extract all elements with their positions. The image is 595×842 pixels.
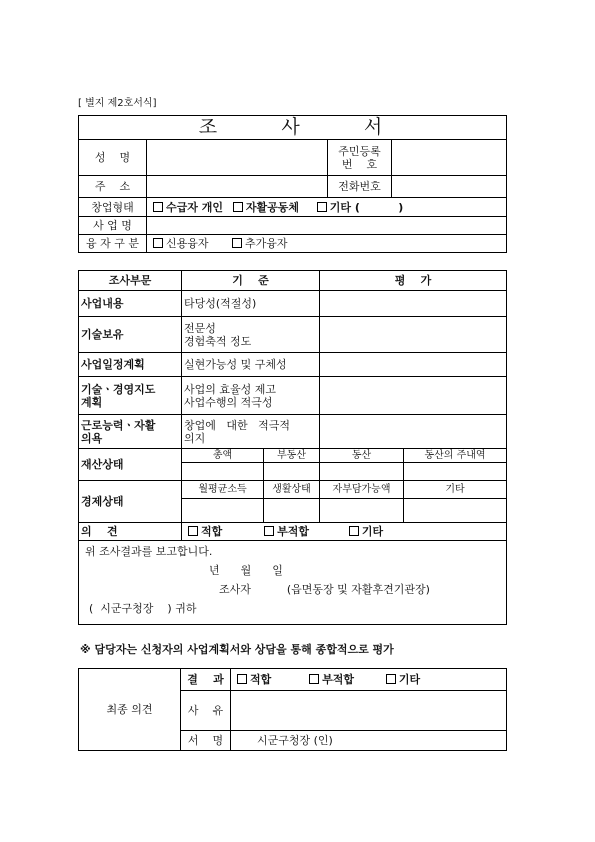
form-reference: [ 별지 제2호서식] — [78, 98, 157, 109]
option-recipient-individual[interactable]: 수급자 개인 — [153, 201, 223, 214]
assets-col-movables-detail: 동산의 주내역 — [404, 449, 507, 463]
report-surveyor: 조사자 (읍면동장 및 자활후견기관장) — [219, 583, 430, 596]
opinion-unsuitable[interactable]: 부적합 — [264, 525, 309, 538]
assets-total-field[interactable] — [182, 463, 264, 481]
criteria-tech: 전문성 경험축적 정도 — [182, 317, 320, 353]
name-field[interactable] — [147, 140, 328, 176]
header-criteria: 기 준 — [182, 271, 320, 291]
checkbox-icon — [264, 526, 274, 536]
checkbox-icon — [309, 674, 319, 684]
economic-col-self-pay: 자부담가능액 — [320, 481, 404, 499]
checkbox-icon — [153, 202, 163, 212]
assets-col-real-estate: 부동산 — [264, 449, 320, 463]
eval-business-content[interactable] — [320, 291, 507, 317]
eval-work-will[interactable] — [320, 415, 507, 449]
eval-tech[interactable] — [320, 317, 507, 353]
opinion-other[interactable]: 기타 — [349, 525, 383, 538]
opinion-suitable[interactable]: 적합 — [188, 525, 222, 538]
checkbox-icon — [233, 202, 243, 212]
final-opinion-label: 최종 의견 — [79, 669, 181, 751]
row-business-content: 사업내용 — [79, 291, 182, 317]
reason-label: 사 유 — [181, 691, 231, 731]
result-unsuitable[interactable]: 부적합 — [309, 673, 354, 686]
header-category: 조사부문 — [79, 271, 182, 291]
survey-table — [78, 270, 507, 625]
row-tech: 기술보유 — [79, 317, 182, 353]
report-section — [79, 541, 507, 625]
phone-field[interactable] — [392, 176, 507, 198]
row-schedule: 사업일정계획 — [79, 353, 182, 377]
result-label: 결 과 — [181, 669, 231, 691]
checkbox-icon — [386, 674, 396, 684]
reason-field[interactable] — [231, 691, 507, 731]
biz-type-label: 창업형태 — [79, 198, 147, 217]
economic-self-pay-field[interactable] — [320, 499, 404, 523]
economic-other-field[interactable] — [404, 499, 507, 523]
biz-name-field[interactable] — [147, 217, 507, 235]
loan-type-options — [147, 235, 507, 253]
economic-col-income: 월평균소득 — [182, 481, 264, 499]
result-suitable[interactable]: 적합 — [237, 673, 271, 686]
assets-col-total: 총액 — [182, 449, 264, 463]
phone-label: 전화번호 — [328, 176, 392, 198]
checkbox-icon — [237, 674, 247, 684]
applicant-table — [78, 115, 507, 253]
economic-income-field[interactable] — [182, 499, 264, 523]
document-title: 조 사 서 — [79, 116, 507, 140]
biz-name-label: 사 업 명 — [79, 217, 147, 235]
final-opinion-table — [78, 668, 507, 751]
criteria-guidance: 사업의 효율성 제고 사업수행의 적극성 — [182, 377, 320, 415]
report-line: 위 조사결과를 보고합니다. — [85, 545, 213, 558]
sign-label: 서 명 — [181, 731, 231, 751]
economic-col-living: 생활상태 — [264, 481, 320, 499]
assets-real-estate-field[interactable] — [264, 463, 320, 481]
row-assets: 재산상태 — [79, 449, 182, 481]
checkbox-icon — [188, 526, 198, 536]
assets-col-movables: 동산 — [320, 449, 404, 463]
row-opinion: 의 견 — [79, 523, 182, 541]
checkbox-icon — [317, 202, 327, 212]
checkbox-icon — [153, 238, 163, 248]
criteria-business-content: 타당성(적절성) — [182, 291, 320, 317]
header-evaluation: 평 가 — [320, 271, 507, 291]
biz-type-options — [147, 198, 507, 217]
rrn-field[interactable] — [392, 140, 507, 176]
option-credit-loan[interactable]: 신용융자 — [153, 237, 209, 250]
criteria-work-will: 창업에 대한 적극적 의지 — [182, 415, 320, 449]
checkbox-icon — [232, 238, 242, 248]
sign-value: 시군구청장 (인) — [231, 731, 507, 751]
address-field[interactable] — [147, 176, 328, 198]
opinion-options — [182, 523, 507, 541]
option-other[interactable]: 기타 ( ) — [317, 201, 403, 214]
economic-living-field[interactable] — [264, 499, 320, 523]
assets-movables-field[interactable] — [320, 463, 404, 481]
checkbox-icon — [349, 526, 359, 536]
row-work-will: 근로능력ㆍ자활 의욕 — [79, 415, 182, 449]
rrn-label: 주민등록 번 호 — [328, 140, 392, 176]
report-date: 년 월 일 — [209, 564, 283, 577]
eval-guidance[interactable] — [320, 377, 507, 415]
row-guidance: 기술ㆍ경영지도 계획 — [79, 377, 182, 415]
name-label: 성 명 — [79, 140, 147, 176]
evaluation-note: ※ 담당자는 신청자의 사업계획서와 상담을 통해 종합적으로 평가 — [80, 643, 394, 656]
row-economic: 경제상태 — [79, 481, 182, 523]
loan-type-label: 융 자 구 분 — [79, 235, 147, 253]
report-addressee: ( 시군구청장 ) 귀하 — [89, 602, 197, 615]
option-additional-loan[interactable]: 추가융자 — [232, 237, 288, 250]
economic-col-other: 기타 — [404, 481, 507, 499]
criteria-schedule: 실현가능성 및 구체성 — [182, 353, 320, 377]
option-self-support-community[interactable]: 자활공동체 — [233, 201, 299, 214]
address-label: 주 소 — [79, 176, 147, 198]
result-options — [231, 669, 507, 691]
eval-schedule[interactable] — [320, 353, 507, 377]
result-other[interactable]: 기타 — [386, 673, 420, 686]
assets-movables-detail-field[interactable] — [404, 463, 507, 481]
